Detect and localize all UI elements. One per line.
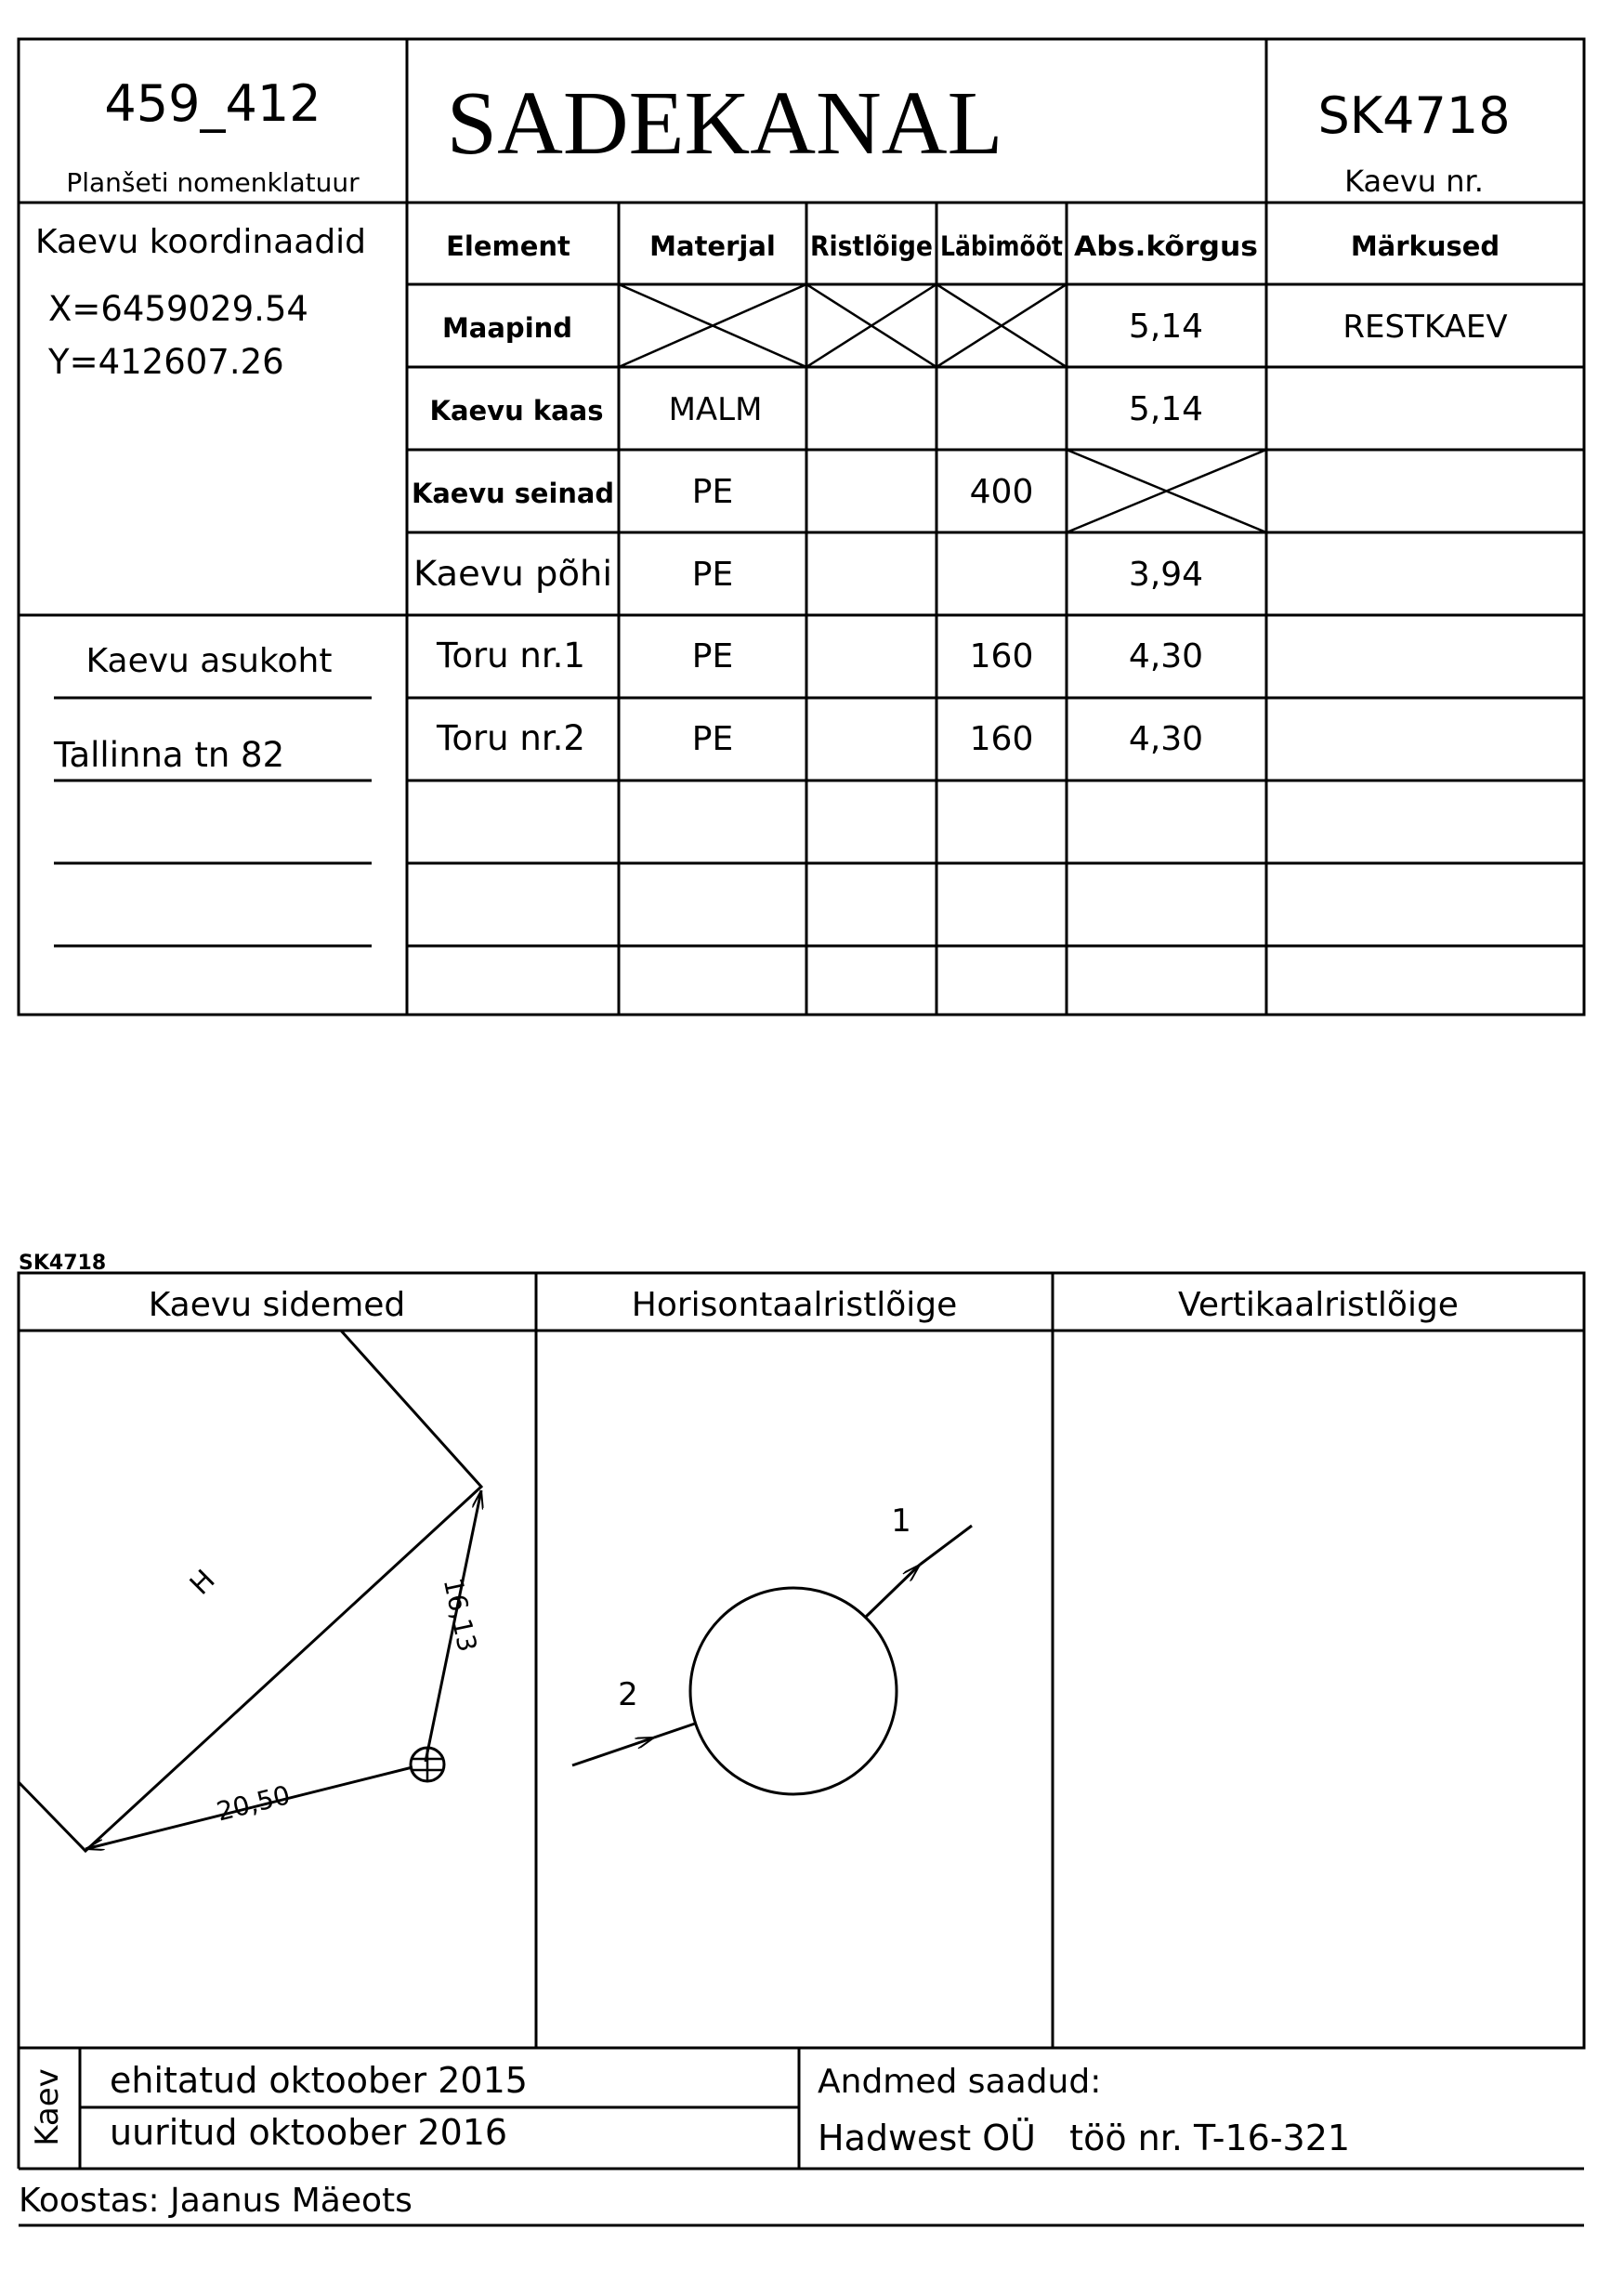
row-diameter: 160 [969, 637, 1034, 675]
header-material: Materjal [649, 230, 776, 262]
header-diameter: Läbimõõt [940, 230, 1064, 262]
built-date: ehitatud oktoober 2015 [110, 2060, 528, 2101]
row-element: Kaevu seinad [412, 478, 614, 509]
sheet-label: Planšeti nomenklatuur [66, 167, 360, 198]
row-height: 5,14 [1128, 308, 1204, 346]
row-height: 4,30 [1128, 720, 1204, 758]
row-element: Toru nr.1 [437, 636, 585, 675]
pipe-2-label: 2 [618, 1676, 638, 1713]
lower-well-tag: SK4718 [19, 1252, 107, 1275]
row-height: 5,14 [1128, 390, 1204, 428]
pipe-2-end [654, 1724, 695, 1738]
table-row [436, 636, 1203, 675]
x-coordinate: X=6459029.54 [48, 289, 308, 329]
y-coordinate: Y=412607.26 [48, 342, 284, 382]
pipe-1-label: 1 [891, 1502, 911, 1540]
header-element: Element [446, 230, 570, 262]
survey-date: uuritud oktoober 2016 [110, 2112, 508, 2153]
tie-sketch [19, 1331, 483, 1851]
table-row [442, 308, 1508, 346]
well-number-label: Kaevu nr. [1344, 164, 1484, 199]
row-material: PE [691, 473, 734, 511]
pipe-1-end [920, 1526, 972, 1565]
table-header [446, 230, 1500, 262]
header-abs-height: Abs.kõrgus [1074, 230, 1258, 262]
header-section: Ristlõige [810, 230, 933, 262]
well-circle [690, 1588, 897, 1794]
location-line-1: Tallinna tn 82 [54, 735, 285, 775]
row-element: Kaevu kaas [429, 395, 604, 426]
row-diameter: 400 [969, 473, 1034, 511]
location-label: Kaevu asukoht [85, 642, 333, 680]
row-element: Maapind [441, 312, 573, 344]
building-label: H [183, 1563, 222, 1602]
data-source: Hadwest OÜ töö nr. T-16-321 [818, 2118, 1351, 2158]
pipe-1-line [866, 1565, 920, 1617]
well-symbol-icon [411, 1748, 444, 1781]
panel-title-horizontal: Horisontaalristlõige [631, 1286, 958, 1324]
sheet-number: 459_412 [104, 74, 321, 133]
pipe-2-line [572, 1738, 654, 1765]
author: Koostas: Jaanus Mäeots [19, 2182, 413, 2220]
lower-frame [19, 1273, 1584, 2048]
row-element: Toru nr.2 [437, 718, 585, 758]
table-row [412, 473, 1033, 511]
row-material: PE [691, 556, 734, 594]
tie-distance-a: 16,13 [437, 1575, 483, 1655]
row-height: 3,94 [1128, 556, 1204, 594]
panel-title-ties: Kaevu sidemed [148, 1286, 406, 1324]
header-notes: Märkused [1350, 230, 1500, 262]
coordinates-label: Kaevu koordinaadid [35, 223, 367, 261]
document-title: SADEKANAL [446, 73, 1003, 174]
row-notes: RESTKAEV [1342, 308, 1508, 346]
row-material: PE [691, 720, 734, 758]
row-height: 4,30 [1128, 637, 1204, 675]
horizontal-section [572, 1502, 972, 1794]
row-material: PE [691, 637, 734, 675]
tie-distance-b: 20,50 [213, 1779, 294, 1828]
row-element: Kaevu põhi [413, 554, 612, 594]
table-row [436, 718, 1203, 758]
well-number: SK4718 [1317, 86, 1511, 145]
panel-title-vertical: Vertikaalristlõige [1178, 1286, 1459, 1324]
data-source-label: Andmed saadud: [818, 2063, 1102, 2101]
table-row [413, 554, 1203, 594]
table-row [429, 390, 1203, 428]
row-diameter: 160 [969, 720, 1034, 758]
footer-side-label: Kaev [29, 2068, 66, 2146]
row-material: MALM [668, 391, 763, 428]
